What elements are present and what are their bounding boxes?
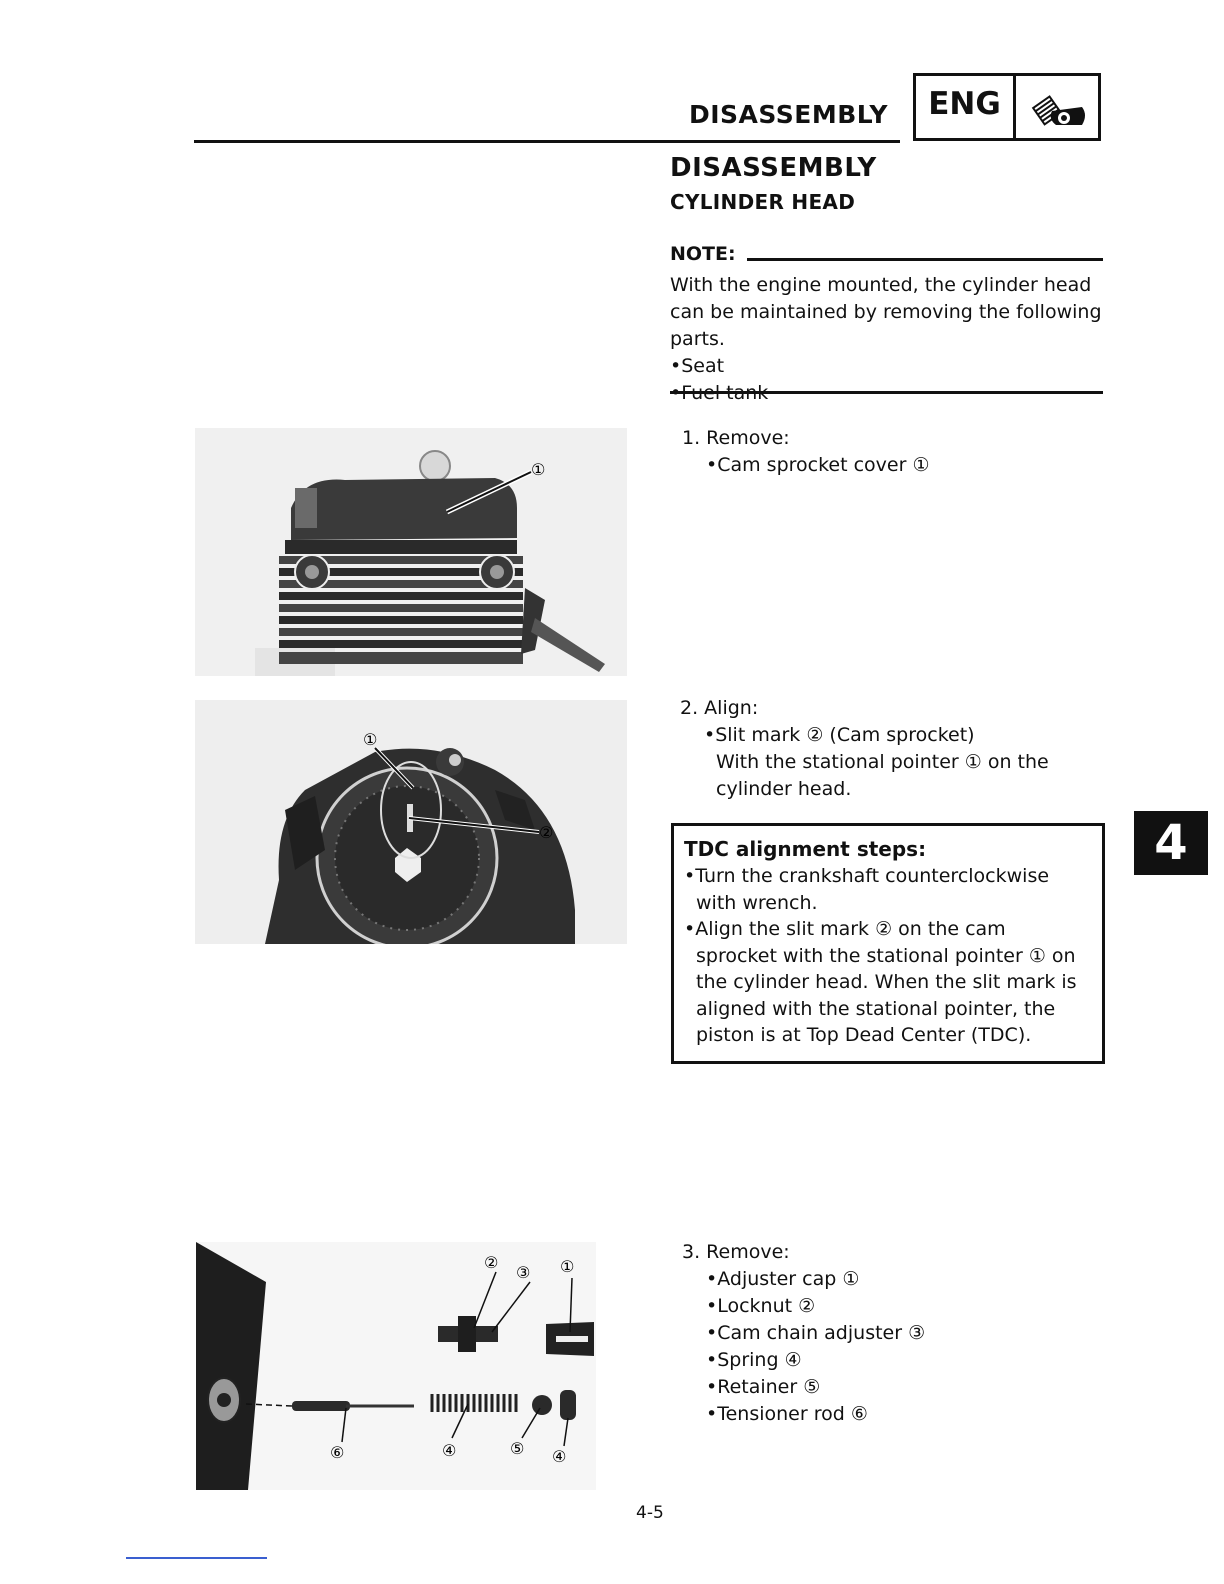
eng-badge-label: ENG <box>916 76 1016 138</box>
step-item: • Spring ④ <box>706 1347 1112 1374</box>
step-item: • Slit mark ② (Cam sprocket) <box>704 722 1110 749</box>
photo-callout: ⑥ <box>330 1443 345 1462</box>
photo-callout: ① <box>560 1257 575 1276</box>
page-number: 4-5 <box>636 1503 664 1523</box>
photo-callout: ⑤ <box>510 1439 525 1458</box>
tdc-item-text: Turn the crankshaft counterclockwise with wrench. <box>695 865 1050 914</box>
step-item: • Cam sprocket cover ① <box>706 452 1112 479</box>
step-3 <box>682 1239 1112 1428</box>
photo-callout: ③ <box>516 1263 531 1282</box>
photo-callout: ② <box>539 823 554 842</box>
footer-underline <box>126 1557 267 1559</box>
note-text: With the engine mounted, the cylinder head can be maintained by removing the following parts. <box>670 274 1102 350</box>
note-item: • Seat <box>670 353 1110 380</box>
note-top-rule <box>747 258 1103 261</box>
step-subtext: With the stational pointer ① on the cylinder head. <box>716 751 1049 800</box>
step-item: • Tensioner rod ⑥ <box>706 1401 1112 1428</box>
step-item: • Adjuster cap ① <box>706 1266 1112 1293</box>
photo-adjuster-parts <box>196 1242 596 1490</box>
chapter-tab: 4 <box>1134 811 1208 875</box>
section-subtitle: CYLINDER HEAD <box>670 190 856 214</box>
note-label: NOTE: <box>670 243 736 265</box>
photo-callout: ① <box>363 730 378 749</box>
step-item: • Cam chain adjuster ③ <box>706 1320 1112 1347</box>
tdc-item: •Turn the crankshaft counterclockwise with wrench. <box>684 865 1050 914</box>
photo-cam-sprocket <box>195 700 627 944</box>
step-item: • Locknut ② <box>706 1293 1112 1320</box>
eng-badge <box>913 73 1101 141</box>
note-bottom-rule <box>670 391 1103 394</box>
step-heading: 3. Remove: <box>682 1241 790 1263</box>
photo-callout: ② <box>484 1253 499 1272</box>
page-title: DISASSEMBLY <box>670 153 877 183</box>
step-heading: 1. Remove: <box>682 427 790 449</box>
step-1 <box>682 425 1112 479</box>
note-body <box>670 272 1110 407</box>
engine-wrench-icon <box>1016 76 1098 138</box>
photo-callout: ① <box>531 460 546 479</box>
step-2 <box>680 695 1110 803</box>
step-heading: 2. Align: <box>680 697 759 719</box>
photo-cylinder-head <box>195 428 627 676</box>
header-section-title: DISASSEMBLY <box>689 100 888 129</box>
tdc-item: •Align the slit mark ② on the cam sprocket with the stational pointer ① on the cylinder head. When the slit mark is aligned with the stational pointer, the piston is at Top Dead Center (TDC). <box>684 918 1077 1046</box>
step-item: • Retainer ⑤ <box>706 1374 1112 1401</box>
photo-callout: ④ <box>442 1441 457 1460</box>
tdc-alignment-box <box>671 823 1105 1064</box>
tdc-title: TDC alignment steps: <box>684 837 927 861</box>
tdc-item-text: Align the slit mark ② on the cam sprocket with the stational pointer ① on the cylinder head. When the slit mark is aligned with the stational pointer, the piston is at Top Dead Center (TDC). <box>695 918 1077 1046</box>
header-rule <box>194 140 900 143</box>
photo-callout: ④ <box>552 1447 567 1466</box>
